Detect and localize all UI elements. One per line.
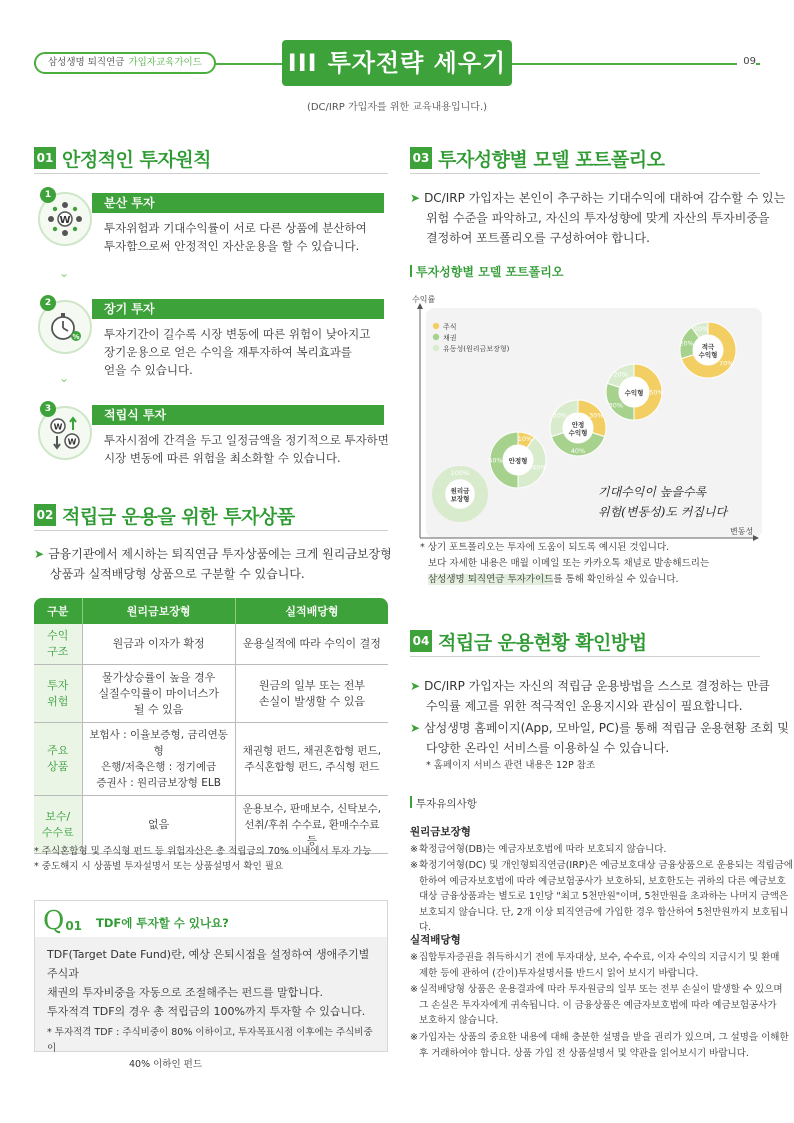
legend-swatch <box>433 323 439 329</box>
page-subtitle: (DC/IRP 가입자를 위한 교육내용입니다.) <box>306 102 488 113</box>
donut-center-label: 안정 <box>571 421 585 429</box>
brand-text: 삼성생명 퇴직연금 <box>48 57 125 68</box>
table-header-row <box>34 598 388 624</box>
step-description <box>104 219 367 255</box>
svg-text:W: W <box>59 215 71 226</box>
section-01-header <box>34 143 211 173</box>
donut-center-label: 보장형 <box>450 495 470 503</box>
row-header: 투자 위험 <box>34 665 82 723</box>
column-header: 원리금보장형 <box>82 598 235 624</box>
text-line: 삼성생명 홈페이지(App, 모바일, PC)를 통해 적립금 운용현황 조회 및 <box>424 721 789 735</box>
slice-value-label: 50% <box>649 388 664 397</box>
text-line: TDF(Target Date Fund)란, 예상 은퇴시점을 설정하여 생애주기별 주식과 <box>47 948 370 980</box>
section-04-header <box>410 626 647 656</box>
slice-value-label: 30% <box>588 411 604 420</box>
section-number: 04 <box>410 630 432 652</box>
section-03-header <box>410 143 664 173</box>
caution-item: ※ 가입자는 상품의 중요한 내용에 대해 충분한 설명을 받을 권리가 있으며, 그 설명을 이해한 후 거래하여야 합니다. 상품 가입 전 상품설명서 및 약관을 읽어보시기 바랍니다. <box>410 1032 789 1059</box>
slice-value-label: 50% <box>488 456 503 465</box>
faq-header <box>43 906 229 936</box>
bullet-item <box>410 718 789 758</box>
section-02-header <box>34 500 295 530</box>
text-line: 장기운용으로 얻은 수익을 재투자하여 복리효과를 <box>104 345 352 359</box>
bullet-item <box>410 676 770 716</box>
chevron-down-icon: ⌄ <box>59 266 70 280</box>
text-line: 투자함으로써 안정적인 자산운용을 할 수 있습니다. <box>104 239 360 253</box>
caution-item: ※ 확정급여형(DB)는 예금자보호법에 따라 보호되지 않습니다. <box>410 844 667 855</box>
caution-item: ※ 확정기여형(DC) 및 개인형퇴직연금(IRP)은 예금보호대상 금융상품으로 운용되는 적립금에 한하여 예금자보호법에 따라 예금보험공사가 보호하되, 보호한도는 귀하의 다른 예금보호 대상 금융상품과는 별도로 1인당 "최고 5천만원"이며, 5천만원을 초과하는 나머지 금액은 보호되지 않습니다. 단, 2개 이상 퇴직연금에 가입한 경우 합산하여 5천만원까지 보호됩니다. <box>410 860 794 933</box>
svg-text:%: % <box>72 333 80 341</box>
table-cell: 물가상승률이 높을 경우 실질수익률이 마이너스가 될 수 있음 <box>82 665 235 723</box>
row-header: 보수/ 수수료 <box>34 796 82 854</box>
step-number: 3 <box>40 401 56 417</box>
legend-swatch <box>433 334 439 340</box>
note-line: * 중도해지 시 상품별 투자설명서 또는 상품설명서 확인 필요 <box>34 861 284 872</box>
section-title: 안정적인 투자원칙 <box>62 148 211 171</box>
table-row <box>34 723 388 796</box>
chart-legend <box>433 322 510 353</box>
donut-center-label: 안정형 <box>508 457 528 465</box>
chart-footnote: * 상기 포트폴리오는 투자에 도움이 되도록 예시된 것입니다. <box>420 542 670 553</box>
text-line: 투자시점에 간격을 두고 일정금액을 정기적으로 투자하면 <box>104 433 389 447</box>
section-title: 적립금 운용을 위한 투자상품 <box>62 505 295 528</box>
text-line: 다양한 온라인 서비스를 이용하실 수 있습니다. <box>426 741 670 755</box>
svg-text:W: W <box>67 437 77 447</box>
text-line: DC/IRP 가입자는 자신의 적립금 운용방법을 스스로 결정하는 만큼 <box>424 679 770 693</box>
table-cell: 운용실적에 따라 수익이 결정 <box>235 624 388 665</box>
text-line: 시장 변동에 따른 위험을 최소화할 수 있습니다. <box>104 451 341 465</box>
page-header <box>0 0 794 115</box>
slice-value-label: 40% <box>570 447 586 455</box>
caution-item: ※ 실적배당형 상품은 운용결과에 따라 투자원금의 일부 또는 전부 손실이 발생할 수 있으며 그 손실은 투자자에게 귀속됩니다. 이 금융상품은 예금자보호법에 따라 예금보험공사가 보호하지 않습니다. <box>410 984 783 1026</box>
bullet-arrow-icon: ➤ <box>34 547 45 561</box>
chart-footnote: 보다 자세한 내용은 매월 이메일 또는 카카오톡 채널로 발송해드리는 <box>428 558 710 569</box>
donut-center-label: 수익형 <box>624 389 644 397</box>
caution-title: 투자유의사항 <box>410 796 477 811</box>
slice-value-label: 30% <box>552 411 568 420</box>
bullet-note: * 홈페이지 서비스 관련 내용은 12P 참조 <box>426 760 596 771</box>
column-header: 실적배당형 <box>235 598 388 624</box>
svg-text:W: W <box>53 422 63 432</box>
guide-highlight: 삼성생명 퇴직연금 투자가이드 <box>428 574 554 585</box>
page-title <box>282 40 512 86</box>
text-line: 채권의 투자비중을 자동으로 조절해주는 펀드를 말합니다. <box>47 986 324 999</box>
step-description <box>104 325 370 379</box>
bullet-arrow-icon: ➤ <box>410 679 421 693</box>
step-label: 분산 투자 <box>92 193 384 213</box>
text-line: 수익률 제고를 위한 적극적인 운용지시와 관심이 필요합니다. <box>426 699 743 713</box>
chevron-down-icon: ⌄ <box>59 371 70 385</box>
section-rule <box>410 173 760 174</box>
text-line: 금융기관에서 제시하는 퇴직연금 투자상품에는 크게 원리금보장형 <box>48 547 392 561</box>
product-comparison-table <box>34 598 388 854</box>
donut-center-label: 수익형 <box>568 429 588 437</box>
bullet-arrow-icon: ➤ <box>410 721 421 735</box>
step-number: 1 <box>40 187 56 203</box>
slice-value-label: 20% <box>679 339 694 348</box>
chapter-title: 투자전략 세우기 <box>327 49 507 77</box>
bullet-arrow-icon: ➤ <box>410 191 421 205</box>
text-line: 상품과 실적배당형 상품으로 구분할 수 있습니다. <box>50 567 305 581</box>
faq-footnote: * 투자적격 TDF : 주식비중이 80% 이하이고, 투자목표시점 이후에는 주식비중이 40% 이하인 펀드 <box>47 1027 373 1070</box>
slice-value-label: 100% <box>450 469 470 477</box>
step-label: 장기 투자 <box>92 299 384 319</box>
text-line: 결정하여 포트폴리오를 구성하여야 합니다. <box>426 231 650 245</box>
slice-value-label: 70% <box>718 359 734 368</box>
table-row <box>34 665 388 723</box>
page-number: 09 <box>737 56 756 67</box>
text-line: 투자기간이 길수록 시장 변동에 따른 위험이 낮아지고 <box>104 327 371 341</box>
slice-value-label: 40% <box>532 463 547 472</box>
table-row <box>34 624 388 665</box>
text-fragment: 를 통해 확인하실 수 있습니다. <box>553 574 679 585</box>
text-line: 위험 수준을 파악하고, 자신의 투자성향에 맞게 자산의 투자비중을 <box>426 211 770 225</box>
table-notes <box>34 844 371 874</box>
legend-label: 주식 <box>443 323 457 331</box>
step-label: 적립식 투자 <box>92 405 384 425</box>
table-cell: 보험사 : 이율보증형, 금리연동형 은행/저축은행 : 정기예금 증권사 : 원리금보장형 ELB <box>82 723 235 796</box>
caution-item: ※ 집합투자증권을 취득하시기 전에 투자대상, 보수, 수수료, 이자 수익의 지급시기 및 환매 제한 등에 관하여 (간이)투자설명서를 반드시 읽어 보시기 바랍니다. <box>410 952 780 979</box>
chapter-number: III <box>287 49 318 77</box>
portfolio-chart <box>412 288 760 550</box>
section-title: 적립금 운용현황 확인방법 <box>438 631 647 654</box>
q-number: 01 <box>65 919 83 933</box>
section-rule <box>34 530 388 531</box>
section-number: 01 <box>34 147 56 169</box>
text-line: DC/IRP 가입자는 본인이 추구하는 기대수익에 대하여 감수할 수 있는 <box>424 191 786 205</box>
row-header: 주요 상품 <box>34 723 82 796</box>
column-header: 구분 <box>34 598 82 624</box>
legend-swatch <box>433 345 439 351</box>
text-line: 투자적격 TDF의 경우 총 적립금의 100%까지 투자할 수 있습니다. <box>47 1005 366 1018</box>
section-rule <box>410 656 760 657</box>
section-title: 투자성향별 모델 포트폴리오 <box>438 148 665 171</box>
slice-value-label: 10% <box>517 435 533 444</box>
legend-label: 채권 <box>443 334 457 342</box>
note-line: * 주식혼합형 및 주식형 펀드 등 위험자산은 총 적립금의 70% 이내에서 투자 가능 <box>34 846 372 857</box>
faq-answer <box>35 937 387 1070</box>
slice-value-label: 20% <box>613 370 629 379</box>
slice-value-label: 30% <box>608 401 624 410</box>
slice-value-label: 10% <box>693 325 709 334</box>
donut-center-label: 수익형 <box>698 351 718 359</box>
section-intro <box>34 544 392 584</box>
section-number: 02 <box>34 504 56 526</box>
table-cell: 운용보수, 판매보수, 신탁보수, 선취/후취 수수료, 환매수수료 등 <box>235 796 388 854</box>
x-axis-label: 변동성 <box>730 527 754 536</box>
donut-center-label: 적극 <box>701 343 715 351</box>
step-description <box>104 431 389 467</box>
donut-center-label: 원리금 <box>450 487 470 495</box>
table-cell: 없음 <box>82 796 235 854</box>
row-header: 수익 구조 <box>34 624 82 665</box>
table-cell: 원금과 이자가 확정 <box>82 624 235 665</box>
header-brand <box>34 52 216 74</box>
q-mark: Q <box>43 906 65 936</box>
caution-group-title: 원리금보장형 <box>410 826 471 838</box>
faq-question: TDF에 투자할 수 있나요? <box>96 916 229 930</box>
brand-accent: 가입자교육가이드 <box>128 57 202 68</box>
text-line: 얻을 수 있습니다. <box>104 363 193 377</box>
section-rule <box>34 173 388 174</box>
section-intro <box>410 188 785 248</box>
y-axis-label: 수익률 <box>412 295 436 304</box>
table-cell: 채권형 펀드, 채권혼합형 펀드, 주식혼합형 펀드, 주식형 펀드 <box>235 723 388 796</box>
section-number: 03 <box>410 147 432 169</box>
step-number: 2 <box>40 295 56 311</box>
chart-title: 투자성향별 모델 포트폴리오 <box>410 263 563 280</box>
table-cell: 원금의 일부 또는 전부 손실이 발생할 수 있음 <box>235 665 388 723</box>
handwritten-note: 기대수익이 높을수록 위험(변동성)도 커집니다 <box>598 485 728 519</box>
caution-group-title: 실적배당형 <box>410 934 461 946</box>
faq-box <box>34 900 388 1070</box>
legend-label: 유동성(원리금보장형) <box>443 345 510 353</box>
text-line: 투자위험과 기대수익률이 서로 다른 상품에 분산하여 <box>104 221 367 235</box>
chart-footnote <box>428 572 679 587</box>
